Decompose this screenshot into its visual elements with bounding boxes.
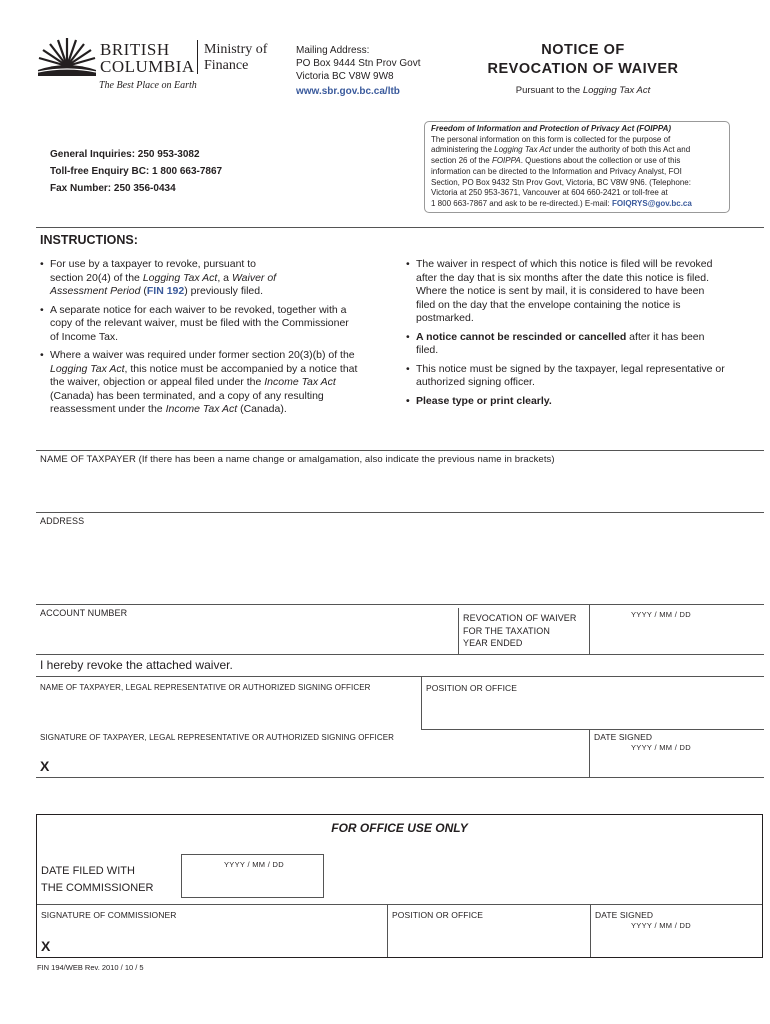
general-inquiries: General Inquiries: 250 953-3082 xyxy=(50,149,200,160)
rule xyxy=(36,777,764,778)
name-of-taxpayer-field[interactable] xyxy=(36,468,764,512)
foippa-act: Logging Tax Act xyxy=(494,145,551,155)
foippa-text: under the authority of both this Act and xyxy=(550,145,691,155)
logo-text-columbia: COLUMBIA xyxy=(100,57,195,76)
title-subtitle xyxy=(470,85,696,96)
office-date-signed-field[interactable] xyxy=(592,932,762,956)
commissioner-signature-label: SIGNATURE OF COMMISSIONER xyxy=(41,910,177,920)
instr-act: Logging Tax Act xyxy=(142,271,218,284)
position-field[interactable] xyxy=(423,694,764,728)
instruction-item: • This notice must be signed by the taxpayer, legal representative or authorized signing officer. xyxy=(406,363,736,390)
instr-text: ( xyxy=(140,285,147,297)
fax-number: Fax Number: 250 356-0434 xyxy=(50,183,176,194)
year-ended-date-field[interactable] xyxy=(590,620,764,652)
office-use-title: FOR OFFICE USE ONLY xyxy=(331,821,468,835)
instruction-item: • The waiver in respect of which this notice is filed will be revoked after the day that is six months after the date this notice is filed. Where the notice is sent by mail, it is considered to have been filed on the day that the envelope containing the notice is postmarked. xyxy=(406,258,721,326)
divider xyxy=(458,608,459,654)
instr-text: (Canada). xyxy=(237,403,287,415)
tollfree-enquiry: Toll-free Enquiry BC: 1 800 663-7867 xyxy=(50,166,223,177)
signature-label: SIGNATURE OF TAXPAYER, LEGAL REPRESENTATIVE OR AUTHORIZED SIGNING OFFICER xyxy=(40,733,395,742)
instruction-item: • A separate notice for each waiver to be revoked, together with a copy of the relevant waiver, must be filed with the Commissioner of Income Tax. xyxy=(40,304,355,345)
date-filed-label xyxy=(41,863,153,897)
revocation-year-label xyxy=(463,612,577,650)
website-link[interactable]: www.sbr.gov.bc.ca/ltb xyxy=(296,86,400,97)
instr-text: , a xyxy=(217,271,232,284)
rule xyxy=(36,450,764,451)
office-position-field[interactable] xyxy=(389,922,587,956)
instruction-item xyxy=(40,258,360,299)
instruction-item: • Please type or print clearly. xyxy=(406,395,736,409)
logo-tagline: The Best Place on Earth xyxy=(99,80,197,91)
address-label: ADDRESS xyxy=(40,516,85,526)
foippa-email-link[interactable]: FOIQRYS@gov.bc.ca xyxy=(612,198,692,208)
foippa-line2 xyxy=(431,145,725,156)
title-line1: NOTICE OF xyxy=(541,42,625,58)
divider xyxy=(590,904,591,957)
ministry-line1: Ministry of xyxy=(204,42,268,57)
foippa-abbr: FOIPPA xyxy=(491,156,521,166)
form-id-footer: FIN 194/WEB Rev. 2010 / 10 / 5 xyxy=(37,963,144,972)
logo-divider xyxy=(197,40,198,74)
date-filed-format: YYYY / MM / DD xyxy=(224,860,284,869)
rule xyxy=(421,729,764,730)
instr-text: , this notice must be accompanied by a notice that the waiver, objection or appeal filed under the xyxy=(50,362,358,388)
rule xyxy=(36,604,764,605)
divider xyxy=(387,904,388,957)
signer-name-label: NAME OF TAXPAYER, LEGAL REPRESENTATIVE OR AUTHORIZED SIGNING OFFICER xyxy=(40,683,371,692)
date-signed-field[interactable] xyxy=(590,754,764,776)
date-filed-line1: DATE FILED WITH xyxy=(41,865,135,877)
logo-text-british: BRITISH xyxy=(100,40,170,59)
account-number-label: ACCOUNT NUMBER xyxy=(40,608,128,618)
foippa-line7 xyxy=(431,199,725,210)
revocation-line3: YEAR ENDED xyxy=(463,638,523,648)
position-label: POSITION OR OFFICE xyxy=(426,683,518,693)
date-filed-line2: THE COMMISSIONER xyxy=(41,882,154,894)
instr-act: Income Tax Act xyxy=(165,403,238,415)
instructions-right xyxy=(406,258,736,413)
office-date-signed-format: YYYY / MM / DD xyxy=(631,921,691,930)
commissioner-signature-field[interactable] xyxy=(58,922,384,956)
foippa-text: administering the xyxy=(431,145,495,155)
instr-text: For use by a taxpayer to revoke, pursuant to xyxy=(50,258,257,270)
instruction-item xyxy=(406,331,726,358)
contact-info xyxy=(50,146,222,197)
instr-waiver: Waiver of xyxy=(231,271,277,284)
form-title xyxy=(470,42,696,96)
foippa-heading: Freedom of Information and Protection of Privacy Act (FOIPPA) xyxy=(431,124,672,133)
foippa-line1: The personal information on this form is collected for the purpose of xyxy=(431,134,671,144)
instruction-item xyxy=(40,349,362,417)
foippa-box xyxy=(424,121,730,213)
signature-x-mark: X xyxy=(40,758,50,774)
rule xyxy=(36,512,764,513)
instructions-left xyxy=(40,258,360,422)
name-of-taxpayer-label: NAME OF TAXPAYER (If there has been a name change or amalgamation, also indicate the previous name in brackets) xyxy=(40,454,555,465)
rule xyxy=(36,676,764,677)
instr-waiver: Assessment Period xyxy=(50,285,141,297)
account-number-field[interactable] xyxy=(36,620,456,652)
revocation-line1: REVOCATION OF WAIVER xyxy=(463,613,577,623)
instructions-heading: INSTRUCTIONS: xyxy=(40,233,138,247)
subtitle-prefix: Pursuant to the xyxy=(515,85,583,96)
office-date-signed-label: DATE SIGNED xyxy=(595,910,654,920)
divider xyxy=(421,677,422,729)
date-signed-format: YYYY / MM / DD xyxy=(631,743,691,752)
ministry-line2: Finance xyxy=(204,58,249,73)
mailing-label: Mailing Address: xyxy=(296,45,370,56)
rule xyxy=(36,654,764,655)
mailing-address xyxy=(296,44,421,98)
foippa-line3 xyxy=(431,156,725,167)
rule xyxy=(37,904,762,905)
signature-field[interactable] xyxy=(56,748,586,776)
foippa-text: section 26 of the xyxy=(431,156,492,166)
commissioner-x-mark: X xyxy=(41,938,51,954)
title-line2: REVOCATION OF WAIVER xyxy=(487,61,679,77)
instr-act: Logging Tax Act xyxy=(50,362,125,375)
instr-text: after it has been filed. xyxy=(416,330,705,356)
revoke-statement: I hereby revoke the attached waiver. xyxy=(40,658,233,672)
instr-text: section 20(4) of the xyxy=(50,271,143,284)
revocation-line2: FOR THE TAXATION xyxy=(463,625,550,636)
office-position-label: POSITION OR OFFICE xyxy=(392,910,484,920)
instr-emphasis: A notice cannot be rescinded or cancelled xyxy=(416,330,627,343)
mailing-line2: Victoria BC V8W 9W8 xyxy=(296,71,394,82)
year-ended-date-format: YYYY / MM / DD xyxy=(631,610,691,619)
foippa-line4: information can be directed to the Information and Privacy Analyst, FOI xyxy=(431,166,682,176)
foippa-line5: Section, PO Box 9432 Stn Prov Govt, Victoria, BC V8W 9N6. (Telephone: xyxy=(431,177,691,187)
bc-logo xyxy=(36,36,276,96)
signer-name-field[interactable] xyxy=(36,694,418,728)
mailing-line1: PO Box 9444 Stn Prov Govt xyxy=(296,58,421,69)
sun-mountain-icon xyxy=(36,36,98,76)
subtitle-act: Logging Tax Act xyxy=(582,85,651,96)
instructions-top-rule xyxy=(36,227,764,228)
instr-act: Income Tax Act xyxy=(264,376,336,388)
foippa-text: 1 800 663-7867 and ask to be re-directed.) E-mail: xyxy=(431,198,612,208)
foippa-text: . Questions about the collection or use of this xyxy=(520,156,681,166)
instr-text: (Canada) has been terminated, and a copy of any resulting reassessment under the xyxy=(50,389,324,415)
instr-text: ) previously filed. xyxy=(184,285,264,297)
address-field[interactable] xyxy=(36,528,764,604)
fin192-link[interactable]: FIN 192 xyxy=(146,285,185,297)
instr-text: Where a waiver was required under former section 20(3)(b) of the xyxy=(50,349,355,361)
date-signed-label: DATE SIGNED xyxy=(594,732,653,742)
foippa-line6: Victoria at 250 953-3671, Vancouver at 604 660-2421 or toll-free at xyxy=(431,188,668,198)
